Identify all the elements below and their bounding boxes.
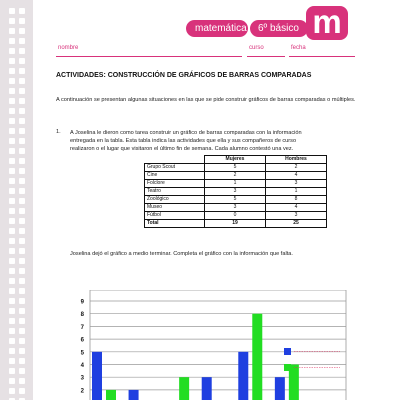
binder-hole bbox=[9, 138, 15, 144]
binder-hole bbox=[9, 218, 15, 224]
subject-badge: matemática bbox=[186, 20, 248, 37]
binder-hole bbox=[19, 328, 25, 334]
y-tick-label: 7 bbox=[80, 324, 84, 331]
total-hombres: 25 bbox=[266, 220, 327, 228]
binder-hole bbox=[19, 208, 25, 214]
binder-hole bbox=[9, 288, 15, 294]
logo-m: m bbox=[306, 6, 348, 40]
table-row bbox=[145, 164, 327, 172]
activities-table bbox=[144, 155, 327, 228]
table-row bbox=[145, 188, 327, 196]
table-total-row bbox=[145, 220, 327, 228]
y-tick-label: 4 bbox=[80, 363, 84, 369]
total-label: Total bbox=[145, 220, 205, 228]
binder-hole bbox=[9, 258, 15, 264]
cell-hombres: 1 bbox=[266, 188, 327, 196]
bar bbox=[238, 352, 248, 400]
bar bbox=[92, 352, 102, 400]
binder-hole bbox=[19, 8, 25, 14]
table-row bbox=[145, 212, 327, 220]
binder-hole bbox=[19, 148, 25, 154]
binder-hole bbox=[19, 118, 25, 124]
table-header-mujeres: Mujeres bbox=[205, 156, 266, 164]
binder-hole bbox=[19, 178, 25, 184]
binder-hole bbox=[19, 138, 25, 144]
row-label: Folclore bbox=[145, 180, 205, 188]
binder-hole bbox=[9, 208, 15, 214]
name-label: nombre bbox=[58, 45, 79, 51]
table-row bbox=[145, 196, 327, 204]
binder-hole bbox=[19, 28, 25, 34]
cell-hombres: 8 bbox=[266, 196, 327, 204]
binder-hole bbox=[19, 158, 25, 164]
item-number: 1. bbox=[56, 129, 61, 135]
cell-mujeres: 0 bbox=[205, 212, 266, 220]
y-tick-label: 8 bbox=[80, 312, 84, 319]
binder-hole bbox=[9, 228, 15, 234]
table-header-blank bbox=[145, 156, 205, 164]
binder-hole bbox=[19, 278, 25, 284]
row-label: Fútbol bbox=[145, 212, 205, 220]
binder-hole bbox=[19, 268, 25, 274]
activity-title: ACTIVIDADES: CONSTRUCCIÓN DE GRÁFICOS DE BARRAS COMPARADAS bbox=[56, 72, 312, 79]
binder-hole bbox=[19, 228, 25, 234]
cell-mujeres: 3 bbox=[205, 204, 266, 212]
binder-hole bbox=[19, 318, 25, 324]
binder-hole bbox=[19, 128, 25, 134]
binder-hole bbox=[9, 8, 15, 14]
intro-text: A continuación se presentan algunas situaciones en las que se pide construir gráficos de barras comparadas o múltiples. bbox=[56, 97, 356, 103]
bar bbox=[252, 314, 262, 400]
row-label: Zoológico bbox=[145, 196, 205, 204]
chart-instructions: Joselina dejó el gráfico a medio terminar. Completa el gráfico con la información que falta. bbox=[70, 251, 293, 257]
binder-hole bbox=[9, 338, 15, 344]
binder-hole bbox=[9, 378, 15, 384]
binder-hole bbox=[19, 188, 25, 194]
binder-hole bbox=[19, 18, 25, 24]
binder-hole bbox=[9, 178, 15, 184]
binder-hole bbox=[19, 38, 25, 44]
table-header-row bbox=[145, 156, 327, 164]
cell-mujeres: 1 bbox=[205, 180, 266, 188]
binder-hole bbox=[19, 48, 25, 54]
binder-hole bbox=[19, 338, 25, 344]
y-tick-label: 6 bbox=[80, 337, 84, 344]
binder-hole bbox=[9, 148, 15, 154]
binder-hole bbox=[9, 248, 15, 254]
binder-hole bbox=[9, 18, 15, 24]
binder-hole bbox=[19, 98, 25, 104]
binder-hole bbox=[9, 118, 15, 124]
course-label: curso bbox=[249, 45, 264, 51]
table-row bbox=[145, 172, 327, 180]
total-mujeres: 19 bbox=[205, 220, 266, 228]
binder-hole bbox=[19, 308, 25, 314]
binder-hole bbox=[9, 28, 15, 34]
binder-hole bbox=[19, 238, 25, 244]
item1-line2: entregada en la tabla. Esta tabla indica las actividades que ella y sus compañeros de curso bbox=[70, 138, 297, 144]
binder-hole bbox=[19, 168, 25, 174]
binder-hole bbox=[9, 298, 15, 304]
row-label: Grupo Scout bbox=[145, 164, 205, 172]
row-label: Cine bbox=[145, 172, 205, 180]
table-row bbox=[145, 180, 327, 188]
y-tick-label: 2 bbox=[80, 388, 84, 395]
binder-hole bbox=[19, 78, 25, 84]
table-header-hombres: Hombres bbox=[266, 156, 327, 164]
cell-mujeres: 5 bbox=[205, 196, 266, 204]
bar bbox=[129, 390, 139, 400]
binder-hole bbox=[19, 248, 25, 254]
bar bbox=[106, 390, 116, 400]
binder-hole bbox=[9, 348, 15, 354]
binder-hole bbox=[9, 388, 15, 394]
cell-hombres: 4 bbox=[266, 204, 327, 212]
binder-hole bbox=[19, 378, 25, 384]
binder-hole bbox=[9, 58, 15, 64]
cell-mujeres: 5 bbox=[205, 164, 266, 172]
binder-hole bbox=[19, 388, 25, 394]
binder-hole bbox=[19, 298, 25, 304]
binder-hole bbox=[9, 158, 15, 164]
binder-hole bbox=[9, 358, 15, 364]
binder-hole bbox=[9, 68, 15, 74]
binder-hole bbox=[9, 328, 15, 334]
name-line bbox=[56, 56, 242, 57]
item1-line1: A Joselina le dieron como tarea construir un gráfico de barras comparadas con la información bbox=[70, 130, 302, 136]
binder-hole bbox=[9, 368, 15, 374]
binder-hole bbox=[9, 78, 15, 84]
table-row bbox=[145, 204, 327, 212]
binder-hole bbox=[19, 68, 25, 74]
date-label: fecha bbox=[291, 45, 306, 51]
binder-hole bbox=[9, 268, 15, 274]
binder-hole bbox=[19, 258, 25, 264]
binder-hole bbox=[9, 108, 15, 114]
binder-hole bbox=[9, 278, 15, 284]
chart-legend bbox=[284, 340, 344, 380]
legend-swatch-series-1 bbox=[284, 348, 291, 355]
cell-mujeres: 3 bbox=[205, 188, 266, 196]
bar bbox=[275, 377, 285, 400]
binder-hole bbox=[9, 198, 15, 204]
binder-hole bbox=[19, 198, 25, 204]
binder-hole bbox=[9, 168, 15, 174]
binder-hole bbox=[9, 238, 15, 244]
binder-hole bbox=[9, 88, 15, 94]
bar bbox=[179, 377, 189, 400]
binder-strip bbox=[0, 0, 33, 400]
binder-hole bbox=[19, 108, 25, 114]
binder-hole bbox=[9, 188, 15, 194]
binder-hole bbox=[19, 58, 25, 64]
y-tick-label: 5 bbox=[80, 350, 84, 357]
y-tick-label: 3 bbox=[80, 375, 84, 382]
date-line bbox=[289, 56, 355, 57]
item1-line3: realizaron o el lugar que visitaron el último fin de semana. Cada alumno contestó una vez. bbox=[70, 146, 294, 152]
binder-hole bbox=[9, 48, 15, 54]
row-label: Museo bbox=[145, 204, 205, 212]
y-tick-label: 9 bbox=[80, 299, 84, 306]
binder-hole bbox=[9, 128, 15, 134]
bar bbox=[202, 377, 212, 400]
row-label: Teatro bbox=[145, 188, 205, 196]
binder-hole bbox=[9, 318, 15, 324]
cell-hombres: 4 bbox=[266, 172, 327, 180]
binder-hole bbox=[9, 308, 15, 314]
course-line bbox=[247, 56, 285, 57]
cell-hombres: 2 bbox=[266, 164, 327, 172]
cell-hombres: 3 bbox=[266, 212, 327, 220]
binder-hole bbox=[19, 358, 25, 364]
cell-hombres: 3 bbox=[266, 180, 327, 188]
binder-hole bbox=[19, 348, 25, 354]
binder-hole bbox=[19, 288, 25, 294]
grade-badge: 6º básico bbox=[250, 20, 308, 37]
binder-hole bbox=[19, 368, 25, 374]
cell-mujeres: 2 bbox=[205, 172, 266, 180]
binder-hole bbox=[9, 98, 15, 104]
legend-swatch-series-2 bbox=[284, 364, 291, 371]
binder-hole bbox=[19, 88, 25, 94]
binder-hole bbox=[9, 38, 15, 44]
binder-hole bbox=[19, 218, 25, 224]
